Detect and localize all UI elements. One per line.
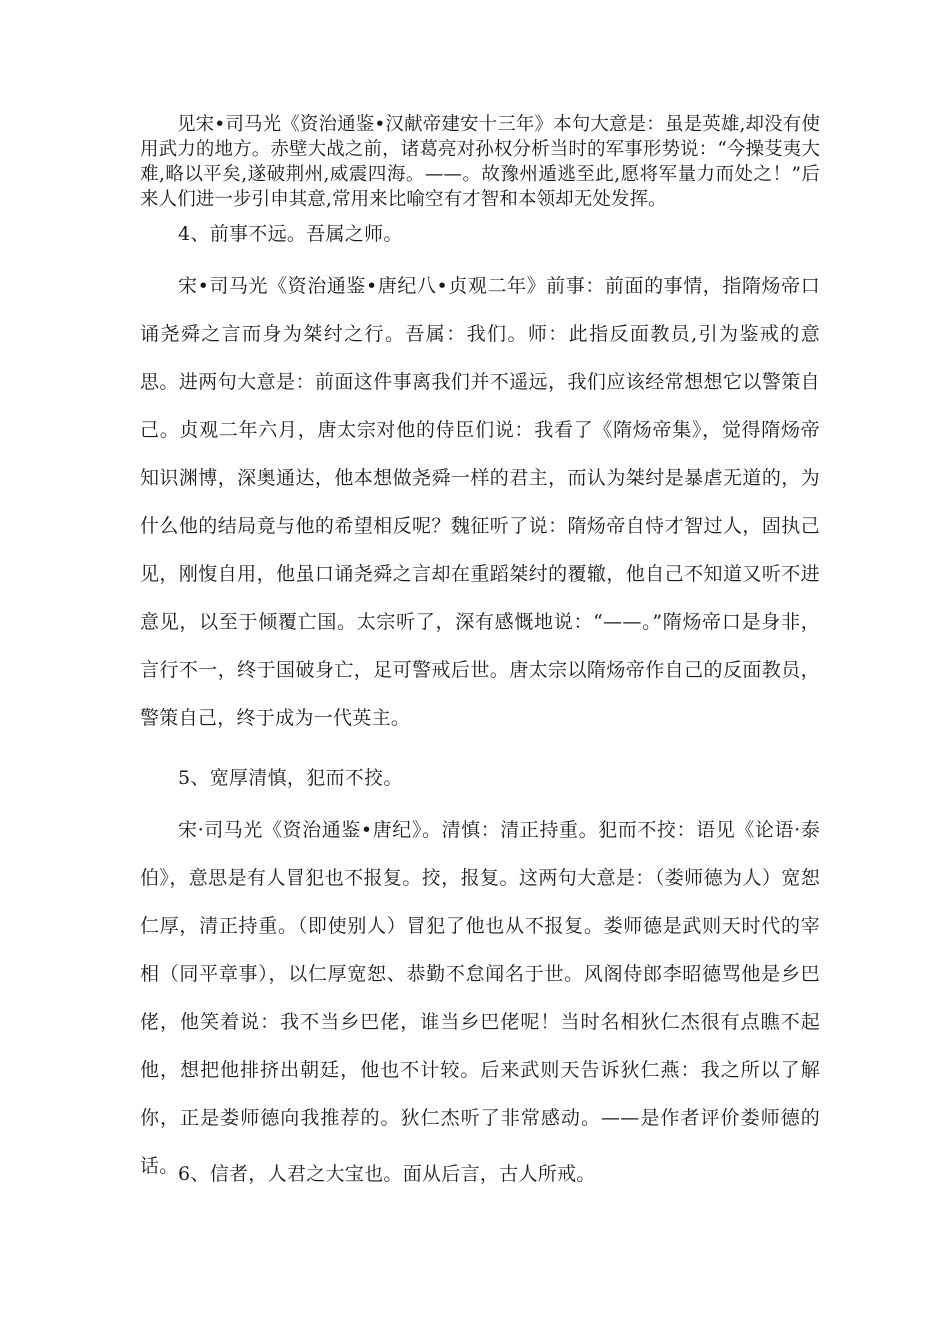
heading-item-6: [140, 1154, 820, 1194]
heading-text: 5、宽厚清慎，犯而不挍。: [178, 767, 403, 789]
heading-item-4: [140, 214, 820, 254]
paragraph-text: 见宋•司马光《资治通鉴•汉献帝建安十三年》本句大意是：虽是英雄,却没有使用武力的地方。赤壁大战之前，诸葛亮对孙权分析当时的军事形势说：“今操芟夷大难,略以平矣,遂破荆州,威震四海。——。故豫州遁逃至此,愿将军量力而处之！”后来人们进一步引申其意,常用来比喻空有才智和本领却无处发挥。: [140, 114, 820, 210]
paragraph-item-5: [140, 806, 820, 1190]
heading-text: 4、前事不远。吾属之师。: [178, 223, 403, 245]
paragraph-item-4: [140, 262, 820, 742]
paragraph-text: 宋•司马光《资治通鉴•唐纪八•贞观二年》前事：前面的事情，指隋炀帝口诵尧舜之言而身为桀纣之行。吾属：我们。师：此指反面教员,引为鉴戒的意思。进两句大意是：前面这件事离我们并不遥远，我们应该经常想想它以警策自己。贞观二年六月，唐太宗对他的侍臣们说：我看了《隋炀帝集》，觉得隋炀帝知识渊博，深奥通达，他本想做尧舜一样的君主，而认为桀纣是暴虐无道的，为什么他的结局竟与他的希望相反呢？魏征听了说：隋炀帝自恃才智过人，固执己见，刚愎自用，他虽口诵尧舜之言却在重蹈桀纣的覆辙，他自己不知道又听不进意见，以至于倾覆亡国。太宗听了，深有感慨地说：“——。”隋炀帝口是身非，言行不一，终于国破身亡，足可警戒后世。唐太宗以隋炀帝作自己的反面教员，警策自己，终于成为一代英主。: [140, 275, 820, 729]
heading-text: 6、信者，人君之大宝也。面从后言，古人所戒。: [178, 1163, 596, 1185]
paragraph-text: 宋·司马光《资治通鉴•唐纪》。清慎：清正持重。犯而不挍：语见《论语·泰伯》，意思是有人冒犯也不报复。挍，报复。这两句大意是：（娄师德为人）宽恕仁厚，清正持重。（即使别人）冒犯了他也从不报复。娄师德是武则天时代的宰相（同平章事），以仁厚宽恕、恭勤不怠闻名于世。风阁侍郎李昭德骂他是乡巴佬，他笑着说：我不当乡巴佬，谁当乡巴佬呢！当时名相狄仁杰很有点瞧不起他，想把他排挤出朝廷，他也不计较。后来武则天告诉狄仁燕：我之所以了解你，正是娄师德向我推荐的。狄仁杰听了非常感动。——是作者评价娄师德的话。: [140, 819, 820, 1177]
heading-item-5: [140, 758, 820, 798]
paragraph-chibi-battle: [140, 112, 820, 212]
